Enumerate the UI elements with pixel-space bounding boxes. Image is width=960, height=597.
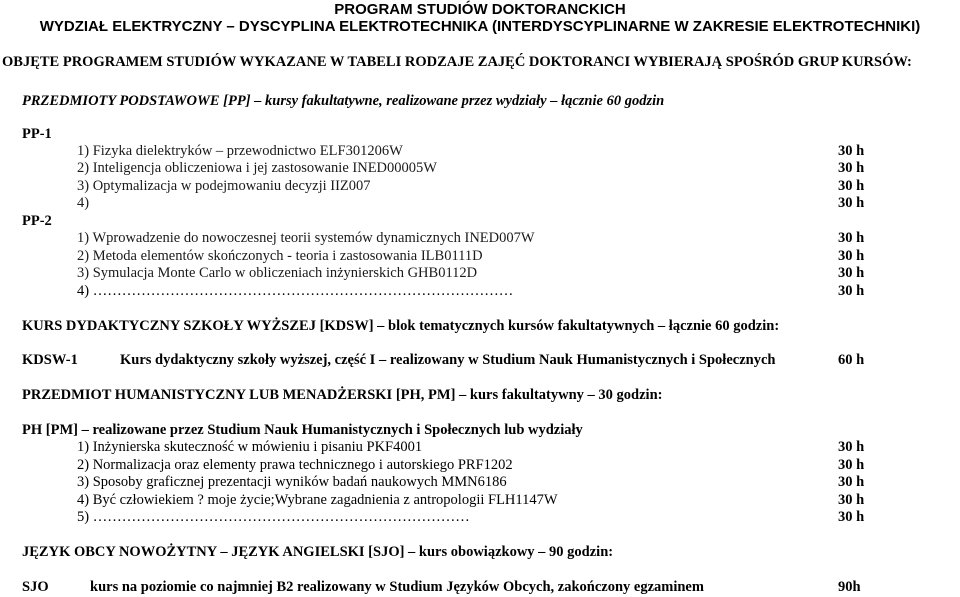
kdsw-code: KDSW-1 [22,352,78,368]
pp1-item-3: 3) Optymalizacja w podejmowaniu decyzji IIZ007 [77,178,371,194]
pp1-item-2: 2) Inteligencja obliczeniowa i jej zastosowanie INED00005W [77,160,437,176]
language-heading: JĘZYK OBCY NOWOŻYTNY – JĘZYK ANGIELSKI [SJO] – kurs obowiązkowy – 90 godzin: [22,544,614,560]
pp1-item-2-hours: 30 h [838,160,865,176]
kdsw-description: Kurs dydaktyczny szkoły wyższej, część I – realizowany w Studium Nauk Humanistycznych i Społecznych [120,352,776,368]
pp1-item-4-hours: 30 h [838,195,865,211]
pp1-item-3-hours: 30 h [838,178,865,194]
kdsw-heading: KURS DYDAKTYCZNY SZKOŁY WYŻSZEJ [KDSW] – blok tematycznych kursów fakultatywnych – łącznie 60 godzin: [22,318,780,334]
document-title: PROGRAM STUDIÓW DOKTORANCKICH [334,1,626,18]
pp1-item-4: 4) [77,195,90,211]
humanities-subheading: PH [PM] – realizowane przez Studium Nauk Humanistycznych i Społecznych lub wydziały [22,422,583,438]
pp2-item-1: 1) Wprowadzenie do nowoczesnej teorii systemów dynamicznych INED007W [77,230,535,246]
ph-item-4-hours: 30 h [838,492,865,508]
intro-line: OBJĘTE PROGRAMEM STUDIÓW WYKAZANE W TABELI RODZAJE ZAJĘĆ DOKTORANCI WYBIERAJĄ SPOŚRÓD GRUP KURSÓW: [2,54,912,70]
ph-item-2: 2) Normalizacja oraz elementy prawa technicznego i autorskiego PRF1202 [77,457,513,473]
pp1-code: PP-1 [22,126,52,142]
sjo-code: SJO [22,579,49,595]
pp1-item-1-hours: 30 h [838,143,865,159]
ph-item-1-hours: 30 h [838,439,865,455]
pp2-item-4: 4) …………………………………………………………………………… [77,283,514,299]
ph-item-3: 3) Sposoby graficznej prezentacji wyników badań naukowych MMN6186 [77,474,507,490]
ph-item-5-hours: 30 h [838,509,865,525]
pp1-item-1: 1) Fizyka dielektryków – przewodnictwo ELF301206W [77,143,403,159]
ph-item-1: 1) Inżynierska skuteczność w mówieniu i pisaniu PKF4001 [77,439,423,455]
faculty-subtitle: WYDZIAŁ ELEKTRYCZNY – DYSCYPLINA ELEKTROTECHNIKA (INTERDYSCYPLINARNE W ZAKRESIE ELEKTROTECHNIKI) [39,18,921,35]
ph-item-3-hours: 30 h [838,474,865,490]
pp2-item-2: 2) Metoda elementów skończonych - teoria i zastosowania ILB0111D [77,248,483,264]
ph-item-4: 4) Być człowiekiem ? moje życie;Wybrane zagadnienia z antropologii FLH1147W [77,492,558,508]
kdsw-hours: 60 h [838,352,865,368]
pp2-item-3: 3) Symulacja Monte Carlo w obliczeniach inżynierskich GHB0112D [77,265,478,281]
pp2-item-2-hours: 30 h [838,248,865,264]
pp2-item-4-hours: 30 h [838,283,865,299]
humanities-heading: PRZEDMIOT HUMANISTYCZNY LUB MENADŻERSKI [PH, PM] – kurs fakultatywny – 30 godzin: [22,387,663,403]
pp2-item-1-hours: 30 h [838,230,865,246]
basic-courses-heading: PRZEDMIOTY PODSTAWOWE [PP] – kursy fakultatywne, realizowane przez wydziały – łącznie 60 godzin [22,93,665,109]
sjo-hours: 90h [838,579,861,595]
sjo-description: kurs na poziomie co najmniej B2 realizowany w Studium Języków Obcych, zakończony egzaminem [90,579,704,595]
ph-item-5: 5) …………………………………………………………………… [77,509,470,525]
pp2-code: PP-2 [22,213,52,229]
ph-item-2-hours: 30 h [838,457,865,473]
pp2-item-3-hours: 30 h [838,265,865,281]
